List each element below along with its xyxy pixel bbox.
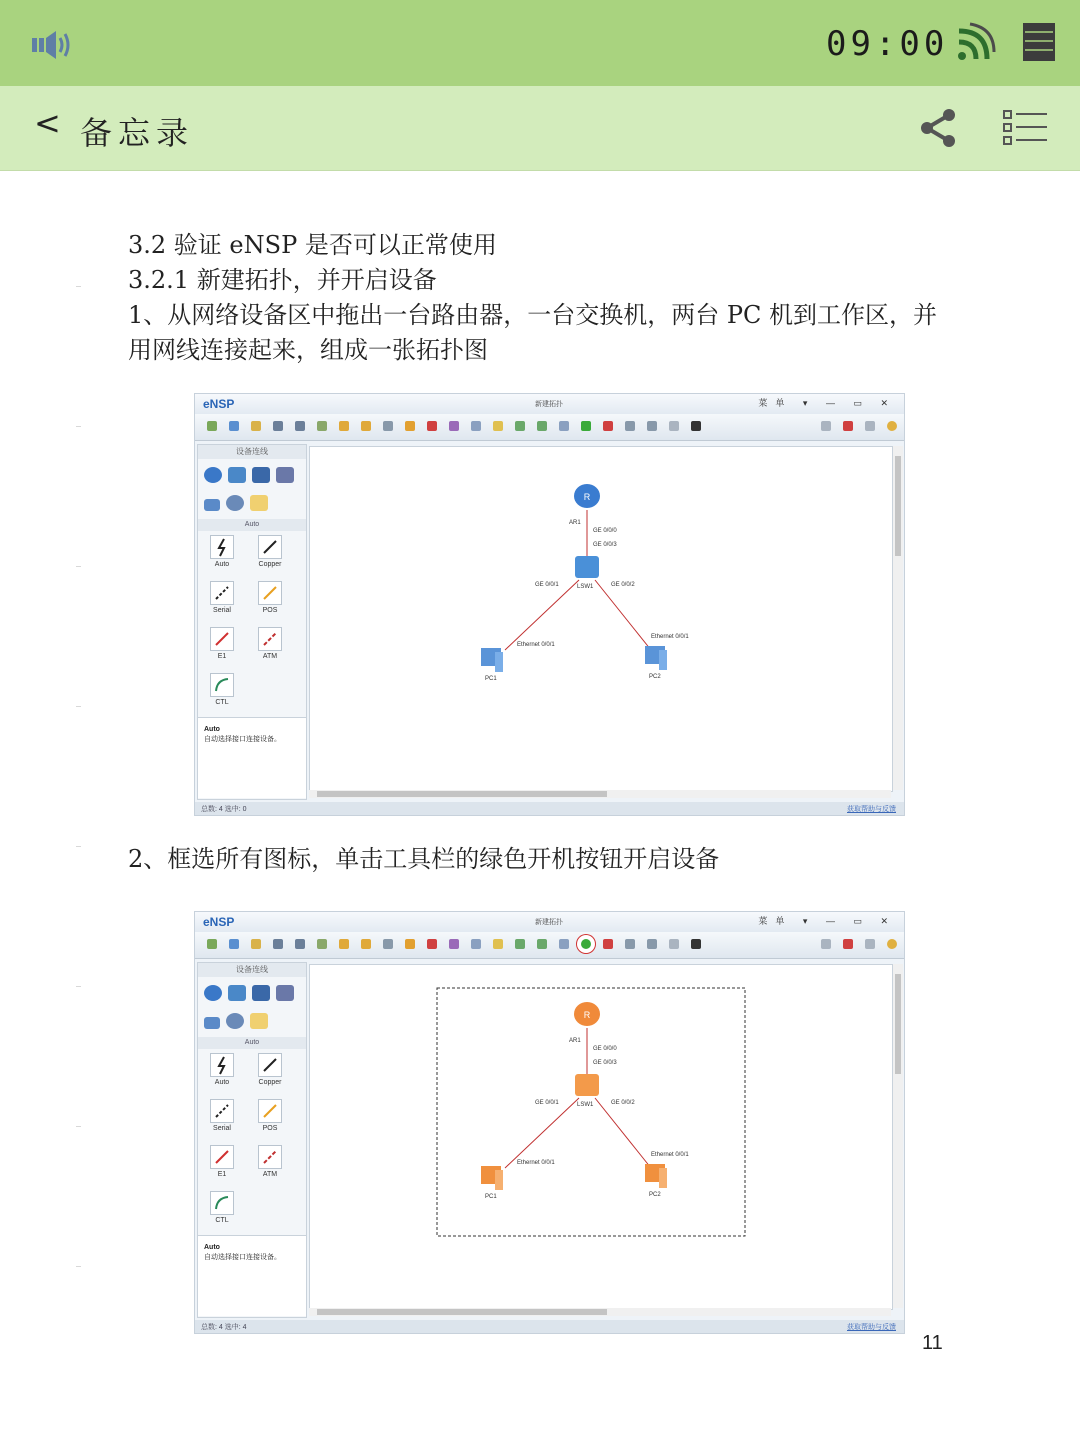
cable-atm[interactable]: ATM [247, 1145, 293, 1178]
cable-serial[interactable]: Serial [199, 1099, 245, 1132]
undo-icon[interactable] [339, 939, 349, 949]
port-label-pc1: Ethernet 0/0/1 [517, 642, 555, 648]
margin-ticks [76, 280, 82, 1340]
new-file-icon[interactable] [229, 939, 239, 949]
palette-icon[interactable] [493, 421, 503, 431]
step-1-line-1: 1、从网络设备区中拖出一台路由器，一台交换机，两台 PC 机到工作区，并 [128, 301, 938, 329]
wlan-icon[interactable] [252, 467, 270, 483]
save-icon[interactable] [273, 939, 283, 949]
new-topology-icon[interactable] [207, 421, 217, 431]
print-icon[interactable] [317, 421, 327, 431]
fit-icon[interactable] [559, 421, 569, 431]
text-icon[interactable] [471, 421, 481, 431]
vertical-scrollbar[interactable] [893, 964, 903, 1308]
router-icon[interactable] [204, 985, 222, 1001]
status-count: 总数: 4 选中: 0 [201, 806, 247, 813]
pc1-label: PC1 [485, 1194, 497, 1200]
router-label: AR1 [569, 1038, 581, 1044]
router-icon[interactable] [204, 467, 222, 483]
status-count: 总数: 4 选中: 4 [201, 1324, 247, 1331]
cable-serial[interactable]: Serial [199, 581, 245, 614]
window-title: 新建拓扑 [535, 919, 563, 926]
port-label-pc1: Ethernet 0/0/1 [517, 1160, 555, 1166]
port-label-pc2: Ethernet 0/0/1 [651, 1152, 689, 1158]
zoom-in-icon[interactable] [515, 939, 525, 949]
print-icon[interactable] [317, 939, 327, 949]
open-icon[interactable] [251, 939, 261, 949]
chat-icon[interactable] [821, 939, 831, 949]
help-feedback-link[interactable]: 获取帮助与反馈 [847, 1324, 896, 1331]
settings-icon[interactable] [865, 421, 875, 431]
cable-description: Auto 自动选择接口连接设备。 [198, 1235, 306, 1316]
pc2-label: PC2 [649, 1192, 661, 1198]
ensp-screenshot-1 [194, 393, 905, 816]
palette-icon[interactable] [493, 939, 503, 949]
subsection-heading: 3.2.1 新建拓扑，并开启设备 [128, 266, 437, 294]
note-body [128, 228, 988, 368]
status-line [195, 802, 904, 815]
device-panel [197, 444, 307, 800]
pc2-node[interactable] [645, 1164, 667, 1188]
horizontal-scrollbar[interactable] [309, 790, 891, 798]
horizontal-scrollbar[interactable] [309, 1308, 891, 1316]
section-heading: 3.2 验证 eNSP 是否可以正常使用 [128, 231, 497, 259]
save-as-icon[interactable] [295, 939, 305, 949]
category-label: Auto [198, 519, 306, 531]
cloud-icon[interactable] [226, 495, 244, 511]
port-label-sw-right: GE 0/0/2 [611, 1100, 635, 1106]
pc1-node[interactable] [481, 1166, 503, 1190]
router-ar1[interactable] [574, 484, 600, 508]
terminal-icon[interactable] [691, 939, 701, 949]
port-label-sw-up: GE 0/0/3 [593, 542, 617, 548]
ensp-logo: eNSP [203, 915, 235, 929]
step-2: 2、框选所有图标，单击工具栏的绿色开机按钮开启设备 [128, 845, 720, 873]
cable-auto[interactable]: Auto [199, 1053, 245, 1086]
move-icon[interactable] [405, 939, 415, 949]
device-row-1 [204, 985, 300, 1006]
device-row-1 [204, 467, 300, 488]
back-button[interactable]: < [34, 104, 61, 142]
topology-diagram [309, 446, 891, 790]
cable-copper[interactable]: Copper [247, 1053, 293, 1086]
port-label-sw-left: GE 0/0/1 [535, 1100, 559, 1106]
save-icon[interactable] [273, 421, 283, 431]
huawei-icon[interactable] [843, 421, 853, 431]
window-controls[interactable]: 菜单 ▾ — ▭ ✕ [758, 398, 896, 408]
device-row-2 [204, 495, 274, 516]
cable-e1[interactable]: E1 [199, 627, 245, 660]
window-titlebar [195, 912, 904, 932]
delete-icon[interactable] [427, 939, 437, 949]
switch-label: LSW1 [577, 1102, 594, 1108]
share-icon[interactable] [918, 108, 958, 148]
huawei-icon[interactable] [843, 939, 853, 949]
cable-pos[interactable]: POS [247, 1099, 293, 1132]
toolbar [195, 414, 904, 441]
delete-link-icon[interactable] [449, 939, 459, 949]
battery-icon [1022, 22, 1056, 62]
cli-icon[interactable] [647, 421, 657, 431]
device-panel [197, 962, 307, 1318]
window-titlebar [195, 394, 904, 414]
new-file-icon[interactable] [229, 421, 239, 431]
port-label-sw-up: GE 0/0/3 [593, 1060, 617, 1066]
switch-icon[interactable] [228, 985, 246, 1001]
wlan-icon[interactable] [252, 985, 270, 1001]
rss-signal-icon [956, 22, 996, 62]
svg-text:R: R [583, 1010, 591, 1020]
capture-icon[interactable] [625, 421, 635, 431]
save-as-icon[interactable] [295, 421, 305, 431]
cable-copper[interactable]: Copper [247, 535, 293, 568]
cable-e1[interactable]: E1 [199, 1145, 245, 1178]
text-icon[interactable] [471, 939, 481, 949]
start-device-icon[interactable] [581, 939, 591, 949]
page-title: 备忘录 [80, 114, 195, 152]
cable-description: Auto 自动选择接口连接设备。 [198, 717, 306, 798]
pc2-label: PC2 [649, 674, 661, 680]
router-label: AR1 [569, 520, 581, 526]
pc1-label: PC1 [485, 676, 497, 682]
capture-icon[interactable] [625, 939, 635, 949]
status-line [195, 1320, 904, 1333]
zoom-in-icon[interactable] [515, 421, 525, 431]
port-label-ar: GE 0/0/0 [593, 528, 617, 534]
app-header [0, 86, 1080, 171]
port-label-ar: GE 0/0/0 [593, 1046, 617, 1052]
firewall-icon[interactable] [276, 467, 294, 483]
move-icon[interactable] [405, 421, 415, 431]
vertical-scrollbar[interactable] [893, 446, 903, 790]
select-icon[interactable] [383, 939, 393, 949]
window-controls[interactable]: 菜单 ▾ — ▭ ✕ [758, 916, 896, 926]
new-topology-icon[interactable] [207, 939, 217, 949]
topology-diagram [309, 964, 891, 1308]
settings-icon[interactable] [865, 939, 875, 949]
panel-title: 设备连线 [198, 445, 306, 459]
volume-icon [30, 26, 76, 64]
panel-title: 设备连线 [198, 963, 306, 977]
router-ar1[interactable] [574, 1002, 600, 1026]
zoom-out-icon[interactable] [537, 939, 547, 949]
redo-icon[interactable] [361, 421, 371, 431]
window-title: 新建拓扑 [535, 401, 563, 408]
delete-link-icon[interactable] [449, 421, 459, 431]
switch-label: LSW1 [577, 584, 594, 590]
cable-auto[interactable]: Auto [199, 535, 245, 568]
zoom-out-icon[interactable] [537, 421, 547, 431]
switch-lsw1[interactable] [575, 556, 599, 578]
pc-icon[interactable] [204, 499, 220, 511]
select-icon[interactable] [383, 421, 393, 431]
delete-icon[interactable] [427, 421, 437, 431]
help-feedback-link[interactable]: 获取帮助与反馈 [847, 806, 896, 813]
cloud-icon[interactable] [226, 1013, 244, 1029]
open-icon[interactable] [251, 421, 261, 431]
svg-text:R: R [583, 492, 591, 502]
device-row-2 [204, 1013, 274, 1034]
grid-icon[interactable] [669, 421, 679, 431]
cable-ctl[interactable]: CTL [199, 673, 245, 706]
grid-icon[interactable] [669, 939, 679, 949]
chat-icon[interactable] [821, 421, 831, 431]
cable-atm[interactable]: ATM [247, 627, 293, 660]
stop-device-icon[interactable] [603, 421, 613, 431]
category-label: Auto [198, 1037, 306, 1049]
redo-icon[interactable] [361, 939, 371, 949]
stop-device-icon[interactable] [603, 939, 613, 949]
terminal-icon[interactable] [691, 421, 701, 431]
firewall-icon[interactable] [276, 985, 294, 1001]
undo-icon[interactable] [339, 421, 349, 431]
ensp-screenshot-2 [194, 911, 905, 1334]
fit-icon[interactable] [559, 939, 569, 949]
cable-ctl[interactable]: CTL [199, 1191, 245, 1224]
clock: 09:00 [826, 24, 949, 64]
help-icon[interactable] [887, 939, 897, 949]
cable-pos[interactable]: POS [247, 581, 293, 614]
port-label-pc2: Ethernet 0/0/1 [651, 634, 689, 640]
port-label-sw-right: GE 0/0/2 [611, 582, 635, 588]
pc-icon[interactable] [204, 1017, 220, 1029]
cable-icon[interactable] [250, 495, 268, 511]
status-bar [0, 0, 1080, 86]
help-icon[interactable] [887, 421, 897, 431]
start-device-icon[interactable] [581, 421, 591, 431]
pc1-node[interactable] [481, 648, 503, 672]
switch-lsw1[interactable] [575, 1074, 599, 1096]
pc2-node[interactable] [645, 646, 667, 670]
step-1-line-2: 用网线连接起来，组成一张拓扑图 [128, 336, 488, 364]
toolbar [195, 932, 904, 959]
list-menu-icon[interactable] [1003, 108, 1049, 148]
ensp-logo: eNSP [203, 397, 235, 411]
cable-icon[interactable] [250, 1013, 268, 1029]
switch-icon[interactable] [228, 467, 246, 483]
port-label-sw-left: GE 0/0/1 [535, 582, 559, 588]
page-number: 11 [922, 1332, 943, 1354]
cli-icon[interactable] [647, 939, 657, 949]
